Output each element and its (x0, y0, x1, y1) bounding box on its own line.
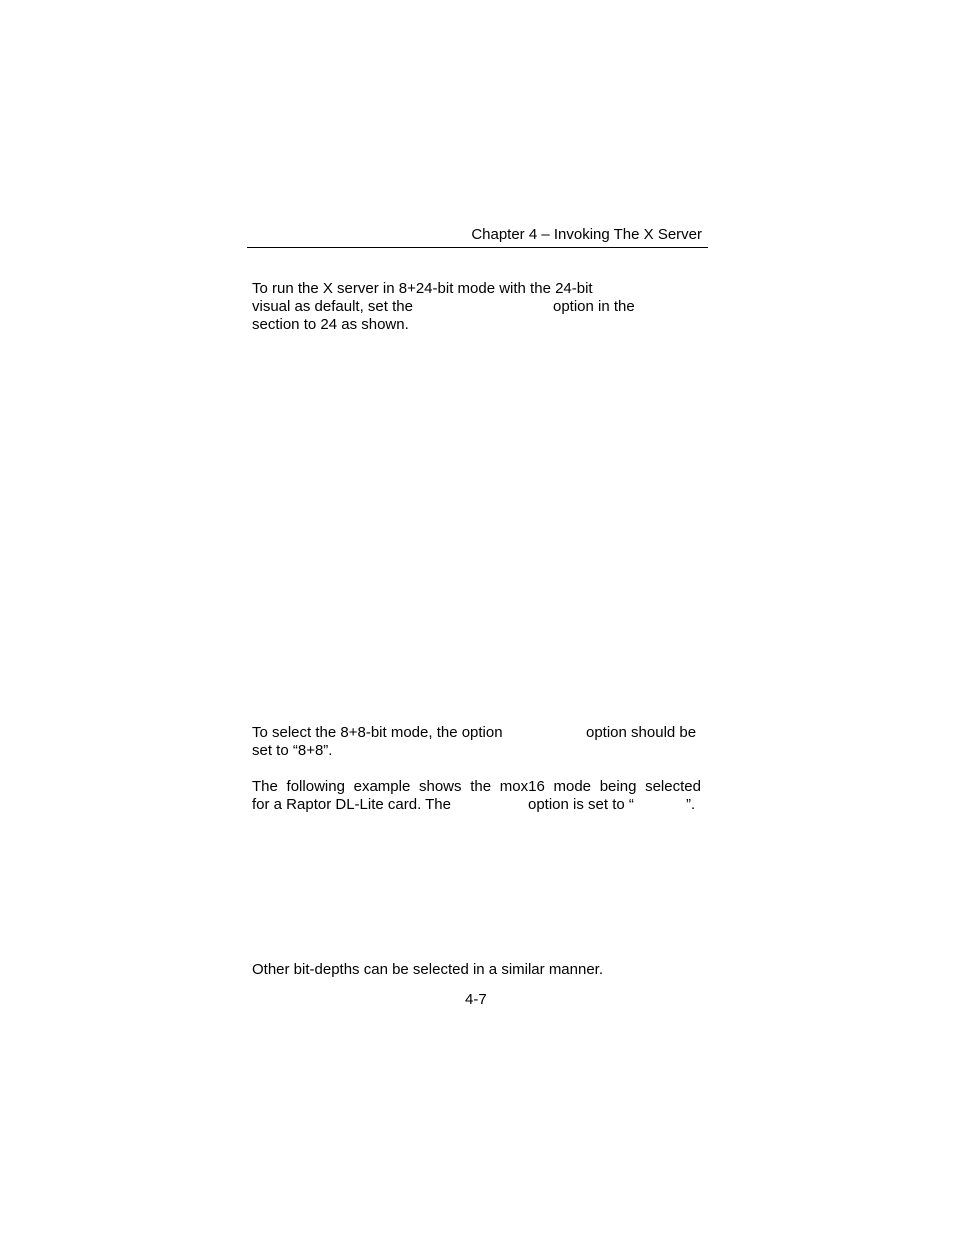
paragraph-2-line-1b: option should be (586, 724, 697, 741)
word: following (286, 778, 345, 795)
paragraph-1-line-3: section to 24 as shown. (252, 316, 409, 333)
word: being (599, 778, 637, 795)
paragraph-4-line-1: Other bit-depths can be selected in a similar manner. (252, 961, 604, 978)
paragraph-2-line-1a: To select the 8+8-bit mode, the option (252, 724, 503, 741)
paragraph-1-line-2a: visual as default, set the (252, 298, 413, 315)
paragraph-3-line-1 (252, 778, 701, 796)
page-header (247, 226, 708, 248)
paragraph-1-line-2b: option in the (553, 298, 635, 315)
paragraph-3-line-2c: ”. (686, 796, 696, 813)
word: selected (645, 778, 701, 795)
word: The (252, 778, 278, 795)
word: mox16 (499, 778, 545, 795)
word: the (470, 778, 492, 795)
chapter-title: Chapter 4 – Invoking The X Server (471, 226, 702, 243)
page-number: 4-7 (465, 991, 487, 1008)
paragraph-3-line-2a: for a Raptor DL-Lite card. The (252, 796, 451, 813)
paragraph-3-line-2b: option is set to “ (528, 796, 634, 813)
word: example (353, 778, 411, 795)
word: mode (553, 778, 592, 795)
paragraph-1-line-1: To run the X server in 8+24-bit mode with the 24-bit (252, 280, 593, 297)
word: shows (419, 778, 462, 795)
paragraph-2-line-2: set to “8+8”. (252, 742, 333, 759)
